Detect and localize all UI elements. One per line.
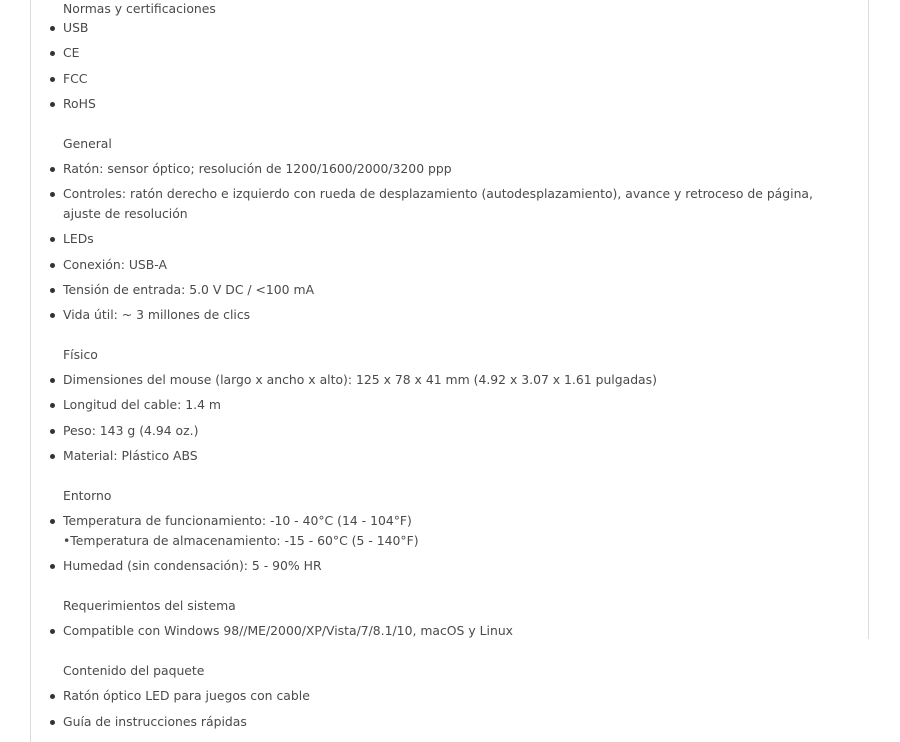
list-item: RoHS bbox=[63, 94, 853, 114]
list-item-extra-line: •Temperatura de almacenamiento: -15 - 60°C (5 - 140°F) bbox=[63, 533, 419, 548]
section-heading-physical: Físico bbox=[63, 347, 98, 362]
list-item: Guía de instrucciones rápidas bbox=[63, 712, 853, 732]
list-item: Dimensiones del mouse (largo x ancho x alto): 125 x 78 x 41 mm (4.92 x 3.07 x 1.61 pulgadas) bbox=[63, 370, 853, 390]
list-item: Compatible con Windows 98//ME/2000/XP/Vista/7/8.1/10, macOS y Linux bbox=[63, 621, 853, 641]
section-heading-environment: Entorno bbox=[63, 488, 112, 503]
list-item: Vida útil: ~ 3 millones de clics bbox=[63, 305, 853, 325]
list-item: Ratón óptico LED para juegos con cable bbox=[63, 686, 853, 706]
list-item: Humedad (sin condensación): 5 - 90% HR bbox=[63, 556, 853, 576]
list-item: LEDs bbox=[63, 229, 853, 249]
list-item: Material: Plástico ABS bbox=[63, 446, 853, 466]
list-item: Tensión de entrada: 5.0 V DC / <100 mA bbox=[63, 280, 853, 300]
list-item-text: Temperatura de funcionamiento: -10 - 40°C (14 - 104°F) bbox=[63, 513, 412, 528]
list-item: USB bbox=[63, 18, 853, 38]
list-item bbox=[63, 511, 853, 551]
list-item: Ratón: sensor óptico; resolución de 1200/1600/2000/3200 ppp bbox=[63, 159, 853, 179]
list-item: Controles: ratón derecho e izquierdo con rueda de desplazamiento (autodesplazamiento), avance y retroceso de página, ajuste de resolución bbox=[63, 184, 853, 224]
list-item: CE bbox=[63, 43, 853, 63]
list-item: Longitud del cable: 1.4 m bbox=[63, 395, 853, 415]
list-item: Peso: 143 g (4.94 oz.) bbox=[63, 421, 853, 441]
list-item: FCC bbox=[63, 69, 853, 89]
section-heading-general: General bbox=[63, 136, 112, 151]
list-item: Conexión: USB-A bbox=[63, 255, 853, 275]
section-heading-system-requirements: Requerimientos del sistema bbox=[63, 598, 236, 613]
section-heading-standards: Normas y certificaciones bbox=[63, 1, 216, 16]
section-heading-package-contents: Contenido del paquete bbox=[63, 663, 205, 678]
